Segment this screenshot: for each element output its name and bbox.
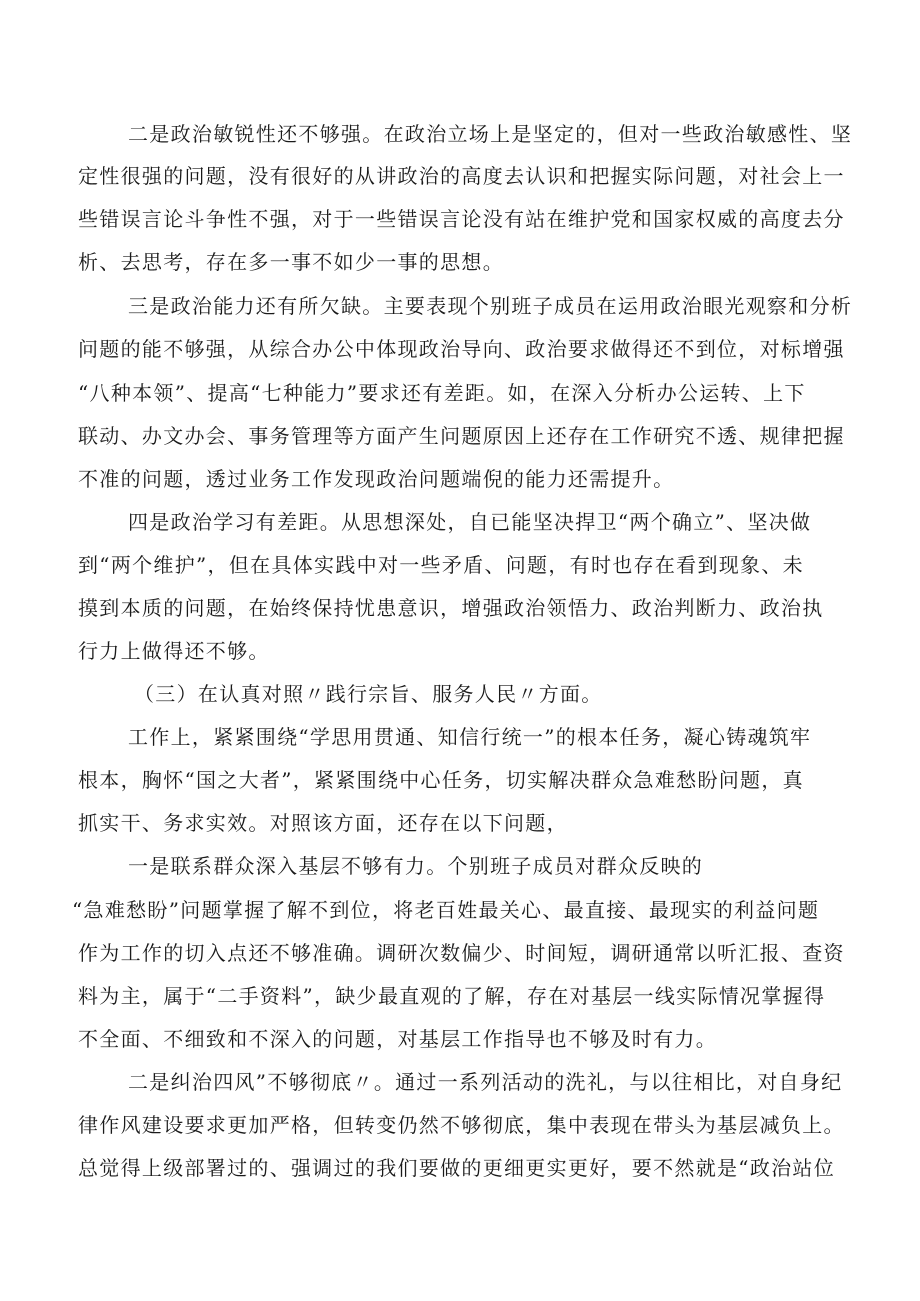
paragraph-2-line-5: 不准的问题，透过业务工作发现政治问题端倪的能力还需提升。 (78, 467, 675, 491)
paragraph-2-line-3: “八种本领”、提高“七种能力”要求还有差距。如，在深入分析办公运转、上下 (78, 381, 806, 405)
paragraph-2-line-2: 问题的能不够强，从综合办公中体现政治导向、政治要求做得还不到位，对标增强 (78, 337, 845, 361)
paragraph-4-line-1: 工作上，紧紧围绕“学思用贯通、知信行统一”的根本任务，凝心铸魂筑牢 (128, 725, 812, 749)
paragraph-5-line-4: 料为主，属于“二手资料”，缺少最直观的了解，存在对基层一线实际情况掌握得 (78, 984, 826, 1008)
paragraph-5-line-5: 不全面、不细致和不深入的问题，对基层工作指导也不够及时有力。 (78, 1027, 717, 1051)
paragraph-2-line-1: 三是政治能力还有所欠缺。主要表现个别班子成员在运用政治眼光观察和分析 (128, 294, 853, 318)
paragraph-1-line-2: 定性很强的问题，没有很好的从讲政治的高度去认识和把握实际问题，对社会上一 (78, 164, 845, 188)
paragraph-3-line-3: 摸到本质的问题，在始终保持忧患意识，增强政治领悟力、政治判断力、政治执 (78, 596, 824, 620)
paragraph-6-line-2: 律作风建设要求更加严格，但转变仍然不够彻底，集中表现在带头为基层减负上。 (78, 1113, 845, 1137)
paragraph-6-line-1: 二是纠治四风”不够彻底〃。通过一系列活动的洗礼，与以往相比，对自身纪 (128, 1070, 843, 1094)
paragraph-6-line-3: 总觉得上级部署过的、强调过的我们要做的更细更实更好，要不然就是“政治站位 (78, 1156, 836, 1180)
paragraph-3-line-2: 到“两个维护”，但在具体实践中对一些矛盾、问题，有时也存在看到现象、未 (78, 553, 804, 577)
paragraph-5-line-3: 作为工作的切入点还不够准确。调研次数偏少、时间短，调研通常以听汇报、查资 (78, 941, 845, 965)
paragraph-4-line-3: 抓实干、务求实效。对照该方面，还存在以下问题， (78, 811, 568, 835)
paragraph-4-line-2: 根本，胸怀“国之大者”，紧紧围绕中心任务，切实解决群众急难愁盼问题，真 (78, 768, 804, 792)
paragraph-3-line-1: 四是政治学习有差距。从思想深处，自已能坚决捍卫“两个确立”、坚决做 (128, 510, 812, 534)
paragraph-1-line-4: 析、去思考，存在多一事不如少一事的思想。 (78, 250, 504, 274)
paragraph-5-line-1: 一是联系群众深入基层不够有力。个别班子成员对群众反映的 (128, 854, 704, 878)
paragraph-5-line-2: “急难愁盼”问题掌握了解不到位，将老百姓最关心、最直接、最现实的利益问题 (72, 898, 820, 922)
paragraph-1-line-1: 二是政治敏锐性还不够强。在政治立场上是坚定的，但对一些政治敏感性、坚 (128, 122, 853, 146)
section-heading-3: （三）在认真对照〃践行宗旨、服务人民〃方面。 (134, 682, 603, 706)
paragraph-1-line-3: 些错误言论斗争性不强，对于一些错误言论没有站在维护党和国家权威的高度去分 (78, 207, 845, 231)
paragraph-2-line-4: 联动、办文办会、事务管理等方面产生问题原因上还存在工作研究不透、规律把握 (78, 424, 845, 448)
paragraph-3-line-4: 行力上做得还不够。 (78, 639, 270, 663)
